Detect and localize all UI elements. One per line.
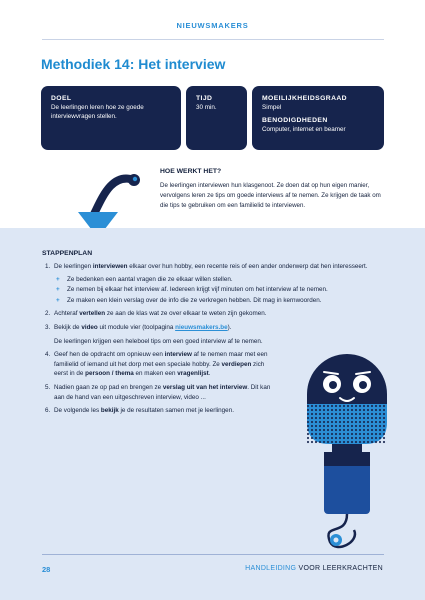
step-bold: vragenlijst	[177, 370, 209, 378]
footer-caption	[245, 565, 383, 572]
step-text: Nadien gaan ze op pad en brengen ze	[54, 383, 163, 391]
list-item	[54, 285, 372, 295]
benodigdheden-text: Computer, internet en beamer	[262, 126, 346, 133]
step-bold: persoon / thema	[85, 370, 134, 378]
step-bold: vertellen	[79, 310, 106, 318]
hoe-werkt-het-text: De leerlingen interviewen hun klasgenoot. Ze doen dat op hun eigen manier, vervolgens leren ze tips om goede interviews af te nemen. Ze krijgen de taak om die tips te gebruiken om een familielid te interviewen.	[160, 182, 381, 209]
step-bold: video	[81, 323, 98, 331]
step-bold: verslag uit van het interview	[162, 383, 248, 391]
step-text: uit module vier (toolpagina	[97, 323, 176, 331]
moeilijkheid-card	[252, 86, 384, 150]
plus-icon: +	[56, 275, 60, 283]
step-1-bullets	[54, 275, 372, 306]
step-1	[42, 262, 372, 305]
page-title: Methodiek 14: Het interview	[41, 56, 226, 72]
footer-caption-left: HANDLEIDING	[245, 565, 297, 572]
moeilijkheid-label: MOEILIJKHEIDSGRAAD	[262, 95, 347, 102]
step-text: Achteraf	[54, 310, 80, 318]
doel-label: DOEL	[51, 95, 72, 102]
list-item	[54, 296, 372, 306]
step-3	[42, 323, 272, 333]
bullet-text: Ze nemen bij elkaar het interview af. Iedereen krijgt vijf minuten om het interview af te nemen.	[67, 286, 328, 294]
doel-card	[41, 86, 181, 150]
doel-text: De leerlingen leren hoe ze goede interviewvragen stellen.	[51, 104, 144, 120]
step-bold: bekijk	[100, 407, 119, 415]
step-5	[42, 383, 272, 402]
step-text: .	[208, 370, 211, 378]
step-number: 6.	[45, 407, 51, 415]
step-text: en maken een	[133, 370, 178, 378]
benodigdheden-label: BENODIGDHEDEN	[262, 117, 328, 124]
microphone-character-icon	[302, 352, 392, 557]
tijd-card	[186, 86, 247, 150]
plus-icon: +	[56, 286, 60, 294]
step-number: 2.	[45, 310, 51, 318]
step-text: zich eerst in de	[54, 360, 265, 378]
step-text: ).	[227, 323, 232, 331]
moeilijkheid-text: Simpel	[262, 104, 282, 111]
stappenplan-list	[42, 262, 368, 420]
step-text: je de resultaten samen met je leerlingen.	[118, 407, 234, 415]
step-number: 5.	[45, 383, 51, 391]
step-text: Geef hen de opdracht om opnieuw een	[54, 351, 165, 359]
stappenplan-heading: STAPPENPLAN	[42, 250, 93, 257]
step-number: 3.	[45, 323, 51, 331]
step-text: De leerlingen	[54, 263, 93, 270]
tijd-text: 30 min.	[196, 104, 217, 111]
page-header	[0, 0, 425, 42]
step-3-note: De leerlingen krijgen een heleboel tips om een goed interview af te nemen.	[54, 337, 263, 345]
step-bold: interviewen	[92, 263, 128, 270]
step-2	[42, 309, 372, 319]
footer-caption-right: VOOR LEERKRACHTEN	[298, 565, 383, 572]
nieuwsmakers-link[interactable]: nieuwsmakers.be	[175, 323, 228, 331]
step-text: . Dit kan aan de hand van een uitgeschreven interview, video ...	[54, 383, 271, 401]
step-number: 1.	[45, 263, 51, 270]
step-text: elkaar over hun hobby, een recente reis of een ander onderwerp dat hen interesseert.	[127, 263, 368, 270]
tijd-label: TIJD	[196, 95, 213, 102]
footer-divider	[42, 554, 384, 555]
bullet-text: Ze maken een klein verslag over de info die ze verkregen hebben. Dit mag in kernwoorden.	[67, 296, 322, 304]
plus-icon: +	[56, 296, 60, 304]
step-6	[42, 406, 272, 416]
step-bold: interview	[164, 351, 192, 359]
list-item	[54, 275, 372, 285]
step-bold: verdiepen	[221, 360, 252, 368]
step-number: 4.	[45, 351, 51, 359]
step-text: af te nemen maar met een familielid of iemand uit het dorp met een speciale hobby. Ze	[54, 351, 268, 368]
step-4	[42, 350, 272, 379]
step-text: Bekijk de	[54, 323, 82, 331]
step-text: De volgende les	[54, 407, 101, 415]
header-divider	[42, 39, 384, 40]
step-text: ze aan de klas wat ze over elkaar te weten zijn gekomen.	[105, 310, 267, 318]
hoe-werkt-het-heading: HOE WERKT HET?	[160, 168, 222, 175]
bullet-text: Ze bedenken een aantal vragen die ze elkaar willen stellen.	[67, 275, 233, 283]
page-number: 28	[42, 565, 51, 574]
header-title: NIEUWSMAKERS	[176, 21, 249, 30]
